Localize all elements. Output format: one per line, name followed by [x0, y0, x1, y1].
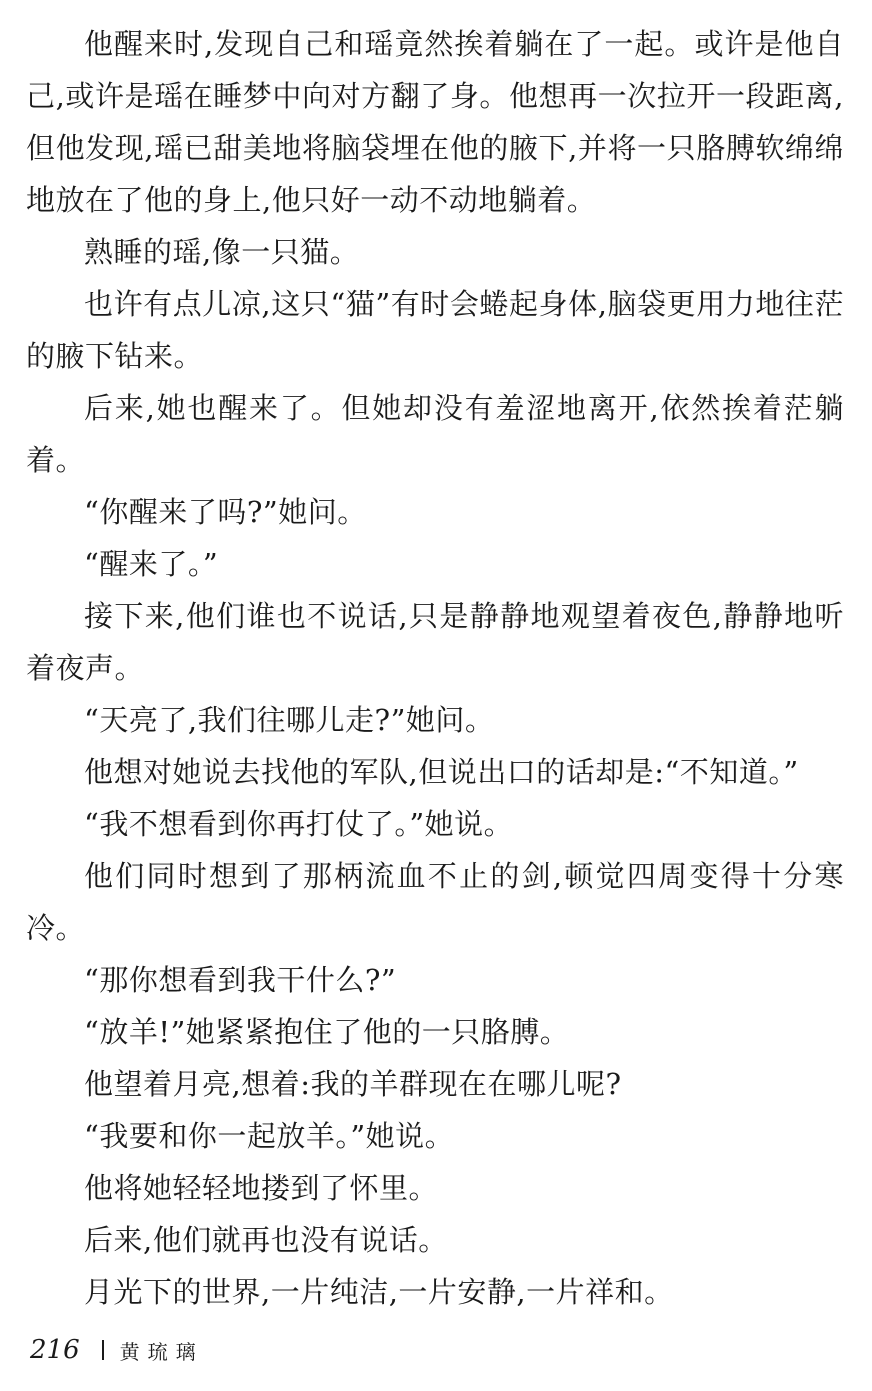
paragraph: 也许有点儿凉,这只“猫”有时会蜷起身体,脑袋更用力地往茫的腋下钻来。	[26, 287, 844, 373]
paragraph: 他将她轻轻地搂到了怀里。	[84, 1171, 439, 1205]
paragraph: 他醒来时,发现自己和瑶竟然挨着躺在了一起。或许是他自己,或许是瑶在睡梦中向对方翻了身。他想再一次拉开一段距离,但他发现,瑶已甜美地将脑袋埋在他的腋下,并将一只胳膊软绵绵地放在了他的身上,他只好一动不动地躺着。	[26, 27, 844, 217]
paragraph: “天亮了,我们往哪儿走?”她问。	[84, 703, 495, 737]
paragraph: 他望着月亮,想着:我的羊群现在在哪儿呢?	[84, 1067, 622, 1101]
paragraph: 他们同时想到了那柄流血不止的剑,顿觉四周变得十分寒冷。	[26, 859, 844, 945]
page-number: 216	[30, 1335, 80, 1365]
paragraph: “我要和你一起放羊。”她说。	[84, 1119, 455, 1153]
footer-divider	[102, 1340, 104, 1360]
page-footer	[30, 1330, 204, 1370]
paragraph: “你醒来了吗?”她问。	[84, 495, 367, 529]
paragraph: 接下来,他们谁也不说话,只是静静地观望着夜色,静静地听着夜声。	[26, 599, 844, 685]
paragraph: 熟睡的瑶,像一只猫。	[84, 235, 360, 269]
paragraph: “那你想看到我干什么?”	[84, 963, 397, 997]
text-body	[26, 18, 844, 1318]
paragraph: “放羊!”她紧紧抱住了他的一只胳膊。	[84, 1015, 570, 1049]
paragraph: 他想对她说去找他的军队,但说出口的话却是:“不知道。”	[84, 755, 799, 789]
book-title: 黄琉璃	[119, 1339, 204, 1364]
paragraph: “醒来了。”	[84, 547, 219, 581]
paragraph: 月光下的世界,一片纯洁,一片安静,一片祥和。	[84, 1275, 674, 1309]
paragraph: 后来,她也醒来了。但她却没有羞涩地离开,依然挨着茫躺着。	[26, 391, 844, 477]
paragraph: “我不想看到你再打仗了。”她说。	[84, 807, 514, 841]
paragraph: 后来,他们就再也没有说话。	[84, 1223, 448, 1257]
